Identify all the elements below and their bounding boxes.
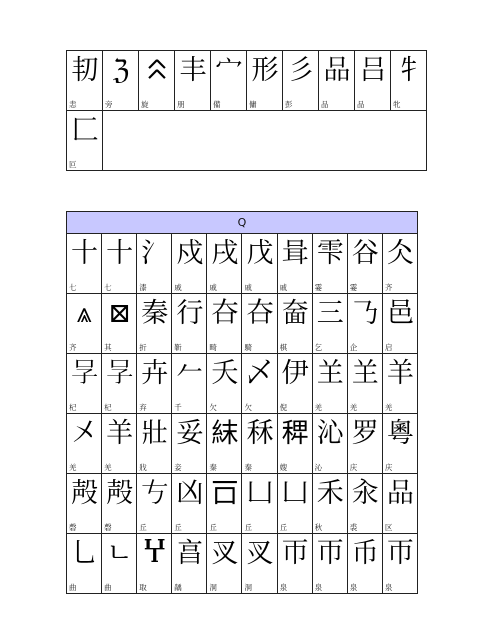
glyph-cell bbox=[207, 354, 242, 414]
glyph-cell bbox=[312, 234, 347, 294]
oracle-glyph: 㐅 bbox=[71, 418, 98, 449]
glyph-label: 其 bbox=[104, 342, 112, 352]
table-row bbox=[67, 414, 418, 474]
glyph-cell bbox=[277, 294, 312, 354]
glyph-cell bbox=[137, 414, 172, 474]
oracle-glyph: 帀 bbox=[386, 538, 413, 569]
glyph-label: 恚 bbox=[69, 99, 77, 109]
oracle-glyph: 𠯂 bbox=[71, 358, 98, 389]
glyph-cell bbox=[277, 414, 312, 474]
glyph-label: 霎 bbox=[349, 282, 358, 292]
glyph-label: 泉 bbox=[279, 582, 288, 592]
glyph-label: 洞 bbox=[209, 582, 217, 592]
glyph-label: 企 bbox=[349, 342, 358, 352]
glyph-cell bbox=[139, 51, 175, 111]
glyph-cell bbox=[207, 534, 242, 594]
glyph-label: 洞 bbox=[244, 582, 252, 592]
glyph-cell bbox=[319, 51, 355, 111]
oracle-glyph: 壯 bbox=[141, 418, 168, 449]
oracle-glyph: 𦍌 bbox=[316, 358, 343, 389]
glyph-cell bbox=[67, 534, 102, 594]
oracle-glyph: Ⴤ bbox=[143, 538, 166, 569]
glyph-cell bbox=[102, 354, 137, 414]
oracle-glyph: 伊 bbox=[281, 358, 308, 389]
glyph-label: 傭 bbox=[249, 99, 257, 109]
oracle-glyph: 谷 bbox=[351, 238, 378, 269]
glyph-label: 庆 bbox=[349, 462, 358, 472]
glyph-label: 丘 bbox=[139, 522, 147, 532]
section-header: Q bbox=[67, 212, 418, 234]
oracle-glyph: 粵 bbox=[386, 418, 413, 449]
table-row bbox=[67, 294, 418, 354]
oracle-glyph: 𐊾 bbox=[148, 55, 165, 86]
glyph-label: 欠 bbox=[209, 402, 217, 412]
glyph-cell bbox=[67, 414, 102, 474]
oracle-glyph: 羊 bbox=[386, 358, 413, 389]
empty-cell bbox=[103, 111, 427, 171]
glyph-cell bbox=[137, 474, 172, 534]
glyph-cell bbox=[277, 474, 312, 534]
section-header-row bbox=[67, 212, 418, 234]
glyph-cell bbox=[172, 234, 207, 294]
oracle-glyph: 妥 bbox=[176, 418, 203, 449]
glyph-cell bbox=[312, 354, 347, 414]
oracle-glyph: 十 bbox=[106, 238, 133, 269]
glyph-cell bbox=[172, 294, 207, 354]
glyph-label: 丘 bbox=[279, 522, 288, 532]
glyph-cell bbox=[242, 234, 277, 294]
glyph-label: 羌 bbox=[104, 462, 112, 472]
glyph-cell bbox=[382, 534, 417, 594]
oracle-glyph: 凵 bbox=[246, 478, 273, 509]
glyph-label: 秋 bbox=[314, 522, 323, 532]
oracle-glyph: 币 bbox=[351, 538, 378, 569]
glyph-cell bbox=[242, 534, 277, 594]
table-row bbox=[67, 474, 418, 534]
glyph-label: 朋 bbox=[177, 99, 185, 109]
glyph-cell bbox=[137, 534, 172, 594]
oracle-glyph: 𥿉 bbox=[211, 418, 238, 449]
glyph-cell bbox=[312, 534, 347, 594]
glyph-label: 启 bbox=[384, 342, 393, 352]
glyph-cell bbox=[137, 354, 172, 414]
glyph-label: 沁 bbox=[314, 462, 323, 472]
oracle-glyph: 帀 bbox=[281, 538, 308, 569]
glyph-label: 曲 bbox=[69, 582, 77, 592]
glyph-cell bbox=[137, 294, 172, 354]
glyph-label: 騎 bbox=[244, 342, 252, 352]
glyph-label: 欠 bbox=[244, 402, 252, 412]
glyph-label: 齐 bbox=[69, 342, 77, 352]
glyph-cell bbox=[242, 414, 277, 474]
glyph-cell bbox=[242, 354, 277, 414]
glyph-label: 倪 bbox=[279, 402, 288, 412]
glyph-cell bbox=[207, 474, 242, 534]
glyph-label: 漆 bbox=[139, 282, 147, 292]
glyph-label: 泉 bbox=[384, 582, 393, 592]
oracle-glyph: 𠯂 bbox=[106, 358, 133, 389]
glyph-label: 裘 bbox=[349, 522, 358, 532]
glyph-label: 品 bbox=[321, 99, 329, 109]
table-row bbox=[67, 111, 427, 171]
glyph-label: 霎 bbox=[314, 282, 323, 292]
glyph-cell bbox=[277, 534, 312, 594]
glyph-cell bbox=[172, 474, 207, 534]
oracle-glyph: 罗 bbox=[351, 418, 378, 449]
glyph-label: 弃 bbox=[139, 402, 147, 412]
glyph-cell bbox=[382, 414, 417, 474]
glyph-label: 旁 bbox=[105, 99, 113, 109]
glyph-label: 丘 bbox=[174, 522, 182, 532]
glyph-label: 牝 bbox=[393, 99, 401, 109]
glyph-cell bbox=[347, 534, 382, 594]
glyph-label: 七 bbox=[104, 282, 112, 292]
oracle-glyph: 帀 bbox=[316, 538, 343, 569]
table-row bbox=[67, 534, 418, 594]
glyph-label: 区 bbox=[384, 522, 393, 532]
oracle-glyph: 夭 bbox=[211, 358, 238, 389]
oracle-glyph: 雫 bbox=[316, 238, 343, 269]
oracle-glyph: 三 bbox=[316, 298, 343, 329]
oracle-glyph: 㕚 bbox=[246, 538, 273, 569]
glyph-label: 千 bbox=[174, 402, 182, 412]
oracle-glyph: 十 bbox=[71, 238, 98, 269]
glyph-cell bbox=[172, 534, 207, 594]
glyph-cell bbox=[207, 234, 242, 294]
oracle-glyph: 禾 bbox=[316, 478, 343, 509]
table-row bbox=[67, 234, 418, 294]
glyph-label: 磬 bbox=[69, 522, 77, 532]
oracle-glyph: 㕚 bbox=[211, 538, 238, 569]
glyph-cell bbox=[67, 294, 102, 354]
glyph-cell bbox=[312, 294, 347, 354]
oracle-glyph: 𠂉 bbox=[176, 358, 203, 389]
oracle-glyph: 戊 bbox=[246, 238, 273, 269]
glyph-label: 戚 bbox=[244, 282, 252, 292]
oracle-glyph: 沁 bbox=[316, 418, 343, 449]
glyph-label: 戚 bbox=[209, 282, 217, 292]
glyph-cell bbox=[67, 51, 103, 111]
oracle-glyph: 丰 bbox=[179, 55, 206, 86]
glyph-label: 乞 bbox=[314, 342, 323, 352]
glyph-cell bbox=[347, 414, 382, 474]
oracle-glyph: 夻 bbox=[246, 298, 273, 329]
glyph-table-q bbox=[66, 211, 418, 594]
glyph-label: 羌 bbox=[69, 462, 77, 472]
glyph-cell bbox=[382, 294, 417, 354]
oracle-glyph: 彡 bbox=[287, 55, 314, 86]
glyph-cell bbox=[347, 294, 382, 354]
oracle-glyph: 汆 bbox=[351, 478, 378, 509]
oracle-glyph: 形 bbox=[251, 55, 278, 86]
glyph-label: 秦 bbox=[244, 462, 252, 472]
glyph-cell bbox=[382, 234, 417, 294]
glyph-table-top bbox=[66, 50, 427, 171]
glyph-cell bbox=[67, 354, 102, 414]
glyph-cell bbox=[207, 294, 242, 354]
glyph-cell bbox=[347, 354, 382, 414]
oracle-glyph: 凵 bbox=[281, 478, 308, 509]
glyph-cell bbox=[382, 474, 417, 534]
oracle-glyph: 牜 bbox=[395, 55, 422, 86]
oracle-glyph: 卉 bbox=[141, 358, 168, 389]
oracle-glyph: 殸 bbox=[106, 478, 133, 509]
glyph-label: 戚 bbox=[279, 282, 288, 292]
glyph-cell bbox=[67, 111, 103, 171]
oracle-glyph: 亯 bbox=[176, 538, 203, 569]
glyph-cell bbox=[312, 474, 347, 534]
oracle-glyph: ℨ bbox=[112, 55, 129, 86]
glyph-cell bbox=[277, 234, 312, 294]
glyph-cell bbox=[382, 354, 417, 414]
glyph-cell bbox=[102, 534, 137, 594]
glyph-label: 泉 bbox=[314, 582, 323, 592]
glyph-label: 靳 bbox=[174, 342, 182, 352]
oracle-glyph: 行 bbox=[176, 298, 203, 329]
oracle-glyph: 秝 bbox=[246, 418, 273, 449]
oracle-glyph: 品 bbox=[323, 55, 350, 86]
table-row bbox=[67, 51, 427, 111]
oracle-glyph: ㄴ bbox=[106, 538, 132, 569]
oracle-glyph: 𠀁 bbox=[141, 478, 168, 509]
glyph-cell bbox=[312, 414, 347, 474]
glyph-label: 羌 bbox=[349, 402, 358, 412]
glyph-label: 杞 bbox=[104, 402, 112, 412]
glyph-cell bbox=[277, 354, 312, 414]
oracle-glyph: 秦 bbox=[141, 298, 168, 329]
glyph-cell bbox=[347, 474, 382, 534]
glyph-label: 棋 bbox=[279, 342, 288, 352]
glyph-cell bbox=[207, 414, 242, 474]
oracle-glyph: ⩓ bbox=[76, 298, 92, 329]
oracle-glyph: 𦍌 bbox=[351, 358, 378, 389]
glyph-label: 折 bbox=[139, 342, 147, 352]
glyph-cell bbox=[242, 474, 277, 534]
glyph-label: 戕 bbox=[139, 462, 147, 472]
glyph-cell bbox=[242, 294, 277, 354]
table-row bbox=[67, 354, 418, 414]
glyph-label: 庆 bbox=[384, 462, 393, 472]
glyph-cell bbox=[102, 414, 137, 474]
oracle-glyph: 凶 bbox=[176, 478, 203, 509]
glyph-label: 叵 bbox=[69, 159, 77, 169]
oracle-glyph: 乄 bbox=[246, 358, 273, 389]
oracle-glyph: 咠 bbox=[281, 238, 308, 269]
glyph-cell bbox=[103, 51, 139, 111]
glyph-label: 泉 bbox=[349, 582, 358, 592]
oracle-glyph: 品 bbox=[386, 478, 413, 509]
glyph-label: 曲 bbox=[104, 582, 112, 592]
oracle-glyph: 宀 bbox=[215, 55, 242, 86]
glyph-cell bbox=[137, 234, 172, 294]
oracle-glyph: ⊠ bbox=[108, 298, 130, 329]
glyph-cell bbox=[102, 294, 137, 354]
oracle-glyph: 戌 bbox=[211, 238, 238, 269]
glyph-label: 妾 bbox=[174, 462, 182, 472]
oracle-glyph: 𠮛 bbox=[211, 478, 238, 509]
glyph-label: 畸 bbox=[209, 342, 217, 352]
glyph-label: 嫂 bbox=[279, 462, 288, 472]
oracle-glyph: 夻 bbox=[211, 298, 238, 329]
glyph-cell bbox=[172, 354, 207, 414]
oracle-glyph: 𥟑 bbox=[281, 418, 308, 449]
glyph-label: 品 bbox=[357, 99, 365, 109]
glyph-label: 杞 bbox=[69, 402, 77, 412]
glyph-cell bbox=[211, 51, 247, 111]
glyph-cell bbox=[102, 234, 137, 294]
glyph-label: 龋 bbox=[174, 582, 182, 592]
glyph-cell bbox=[247, 51, 283, 111]
oracle-glyph: 𠄎 bbox=[351, 298, 378, 329]
glyph-cell bbox=[172, 414, 207, 474]
glyph-cell bbox=[283, 51, 319, 111]
oracle-glyph: 氵 bbox=[141, 238, 168, 269]
glyph-label: 羌 bbox=[384, 402, 393, 412]
oracle-glyph: 奤 bbox=[281, 298, 308, 329]
oracle-glyph: 吕 bbox=[359, 55, 386, 86]
glyph-label: 取 bbox=[139, 582, 147, 592]
glyph-label: 彭 bbox=[285, 99, 293, 109]
glyph-label: 旋 bbox=[141, 99, 149, 109]
oracle-glyph: 羊 bbox=[106, 418, 133, 449]
glyph-label: 七 bbox=[69, 282, 77, 292]
glyph-label: 戚 bbox=[174, 282, 182, 292]
glyph-cell bbox=[391, 51, 427, 111]
glyph-label: 丘 bbox=[244, 522, 252, 532]
glyph-cell bbox=[67, 234, 102, 294]
oracle-glyph: 匚 bbox=[71, 115, 98, 146]
oracle-glyph: 㓞 bbox=[71, 55, 98, 86]
oracle-glyph: 仌 bbox=[386, 238, 413, 269]
glyph-label: 秦 bbox=[209, 462, 217, 472]
glyph-label: 齐 bbox=[384, 282, 393, 292]
glyph-cell bbox=[102, 474, 137, 534]
glyph-cell bbox=[175, 51, 211, 111]
oracle-glyph: 邑 bbox=[386, 298, 413, 329]
glyph-cell bbox=[67, 474, 102, 534]
glyph-cell bbox=[355, 51, 391, 111]
oracle-glyph: 乚 bbox=[71, 538, 98, 569]
glyph-label: 羌 bbox=[314, 402, 323, 412]
glyph-cell bbox=[347, 234, 382, 294]
oracle-glyph: 殸 bbox=[71, 478, 98, 509]
glyph-label: 丘 bbox=[209, 522, 217, 532]
glyph-label: 備 bbox=[213, 99, 221, 109]
oracle-glyph: 戍 bbox=[176, 238, 203, 269]
glyph-label: 磬 bbox=[104, 522, 112, 532]
